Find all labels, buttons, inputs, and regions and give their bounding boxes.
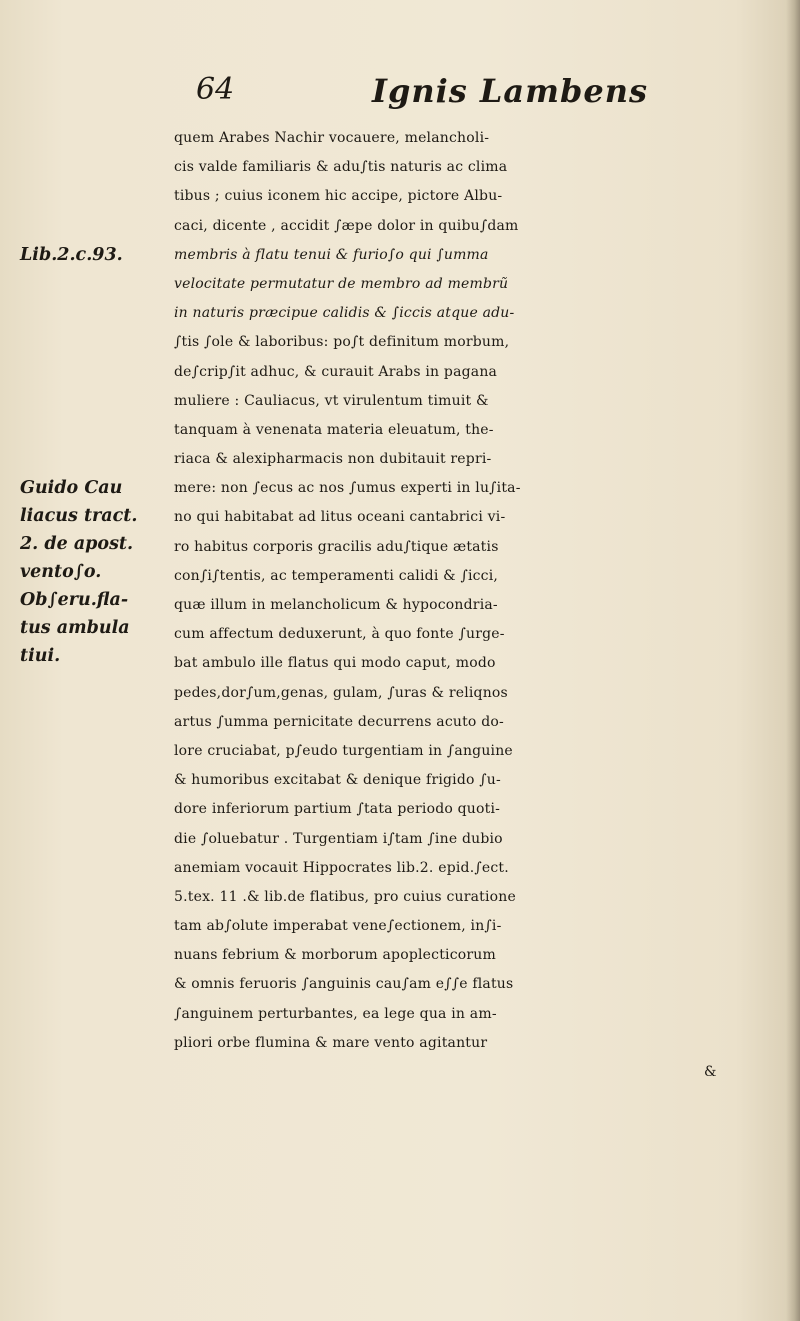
catchword: & [704, 1064, 717, 1080]
text-line: ∫tis ∫ole & laboribus: po∫t definitum morbum, [174, 334, 510, 351]
text-line: 5.tex. 11 .& lib.de flatibus, pro cuius curatione [174, 888, 516, 905]
text-line: pliori orbe flumina & mare vento agitantur [174, 1034, 488, 1051]
text-line: dore inferiorum partium ∫tata periodo quoti- [174, 801, 501, 818]
margin-note-reference: Lib.2.c.93. [20, 245, 123, 265]
text-line: de∫crip∫it adhuc, & curauit Arabs in pagana [174, 363, 498, 380]
text-line: caci, dicente , accidit ∫æpe dolor in quibu∫dam [174, 217, 519, 234]
text-line: lore cruciabat, p∫eudo turgentiam in ∫anguine [174, 742, 513, 759]
margin-note-line: tus ambula [20, 618, 130, 638]
text-line: quæ illum in melancholicum & hypocondria- [174, 597, 498, 613]
running-title: Ignis Lambens [372, 72, 649, 110]
text-line: artus ∫umma pernicitate decurrens acuto do- [174, 713, 504, 730]
text-line: riaca & alexipharmacis non dubitauit repri- [174, 451, 492, 468]
text-line: cum affectum deduxerunt, à quo fonte ∫urge- [174, 626, 505, 643]
text-line: in naturis præcipue calidis & ∫iccis atque adu- [174, 305, 515, 322]
text-line: quem Arabes Nachir vocauere, melancholi- [174, 130, 490, 146]
text-line: pedes,dor∫um,genas, gulam, ∫uras & reliqnos [174, 684, 508, 701]
text-line: muliere : Cauliacus, vt virulentum timuit & [174, 392, 489, 409]
text-line: velocitate permutatur de membro ad membrũ [174, 275, 509, 292]
text-line: tam ab∫olute imperabat vene∫ectionem, in∫i- [174, 918, 502, 935]
text-line: tanquam à venenata materia eleuatum, the- [174, 421, 494, 438]
margin-note-line: 2. de apost. [20, 534, 134, 554]
text-line: ∫anguinem perturbantes, ea lege qua in am- [174, 1005, 497, 1022]
text-line: mere: non ∫ecus ac nos ∫umus experti in lu∫ita- [174, 480, 521, 497]
text-line: & humoribus excitabat & denique frigido ∫u- [174, 772, 501, 789]
text-line: anemiam vocauit Hippocrates lib.2. epid.∫ect. [174, 859, 509, 876]
text-line: die ∫oluebatur . Turgentiam i∫tam ∫ine dubio [174, 830, 503, 847]
text-line: tibus ; cuius iconem hic accipe, pictore Albu- [174, 188, 503, 205]
text-line: nuans febrium & morborum apoplecticorum [174, 947, 496, 964]
text-line: & omnis feruoris ∫anguinis cau∫am e∫∫e flatus [174, 976, 514, 993]
text-line: no qui habitabat ad litus oceani cantabrici vi- [174, 509, 506, 526]
margin-note-line: liacus tract. [20, 506, 138, 526]
margin-note-line: Guido Cau [20, 478, 123, 498]
text-line: cis valde familiaris & adu∫tis naturis ac clima [174, 159, 508, 176]
text-line: ro habitus corporis gracilis adu∫tique ætatis [174, 538, 499, 555]
text-line: membris à flatu tenui & furio∫o qui ∫umma [174, 246, 489, 263]
body-text [174, 124, 794, 1087]
margin-note-line: Ob∫eru.fla- [20, 590, 129, 610]
page-header [0, 72, 800, 120]
page-number: 64 [196, 72, 235, 107]
text-line: bat ambulo ille flatus qui modo caput, modo [174, 655, 496, 672]
margin-note-line: vento∫o. [20, 562, 102, 582]
margin-note-guido [20, 474, 180, 670]
margin-note-line: tiui. [20, 646, 61, 666]
text-line: con∫i∫tentis, ac temperamenti calidi & ∫icci, [174, 567, 499, 584]
